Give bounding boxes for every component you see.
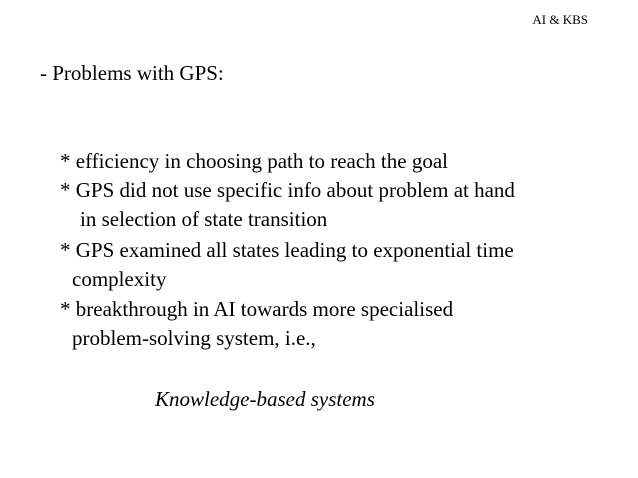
bullet-line-2-continuation: in selection of state transition [80,207,328,231]
bullet-line-4-continuation: problem-solving system, i.e., [72,326,316,350]
emphasis-text: Knowledge-based systems [155,387,375,411]
bullet-line-3-continuation: complexity [72,267,167,291]
slide-heading: - Problems with GPS: [40,61,224,85]
bullet-line-1: * efficiency in choosing path to reach the goal [60,149,448,173]
bullet-line-2: * GPS did not use specific info about problem at hand [60,178,515,202]
bullet-line-3: * GPS examined all states leading to exponential time [60,238,514,262]
bullet-line-4: * breakthrough in AI towards more specialised [60,297,454,321]
header-tag: AI & KBS [532,12,588,27]
